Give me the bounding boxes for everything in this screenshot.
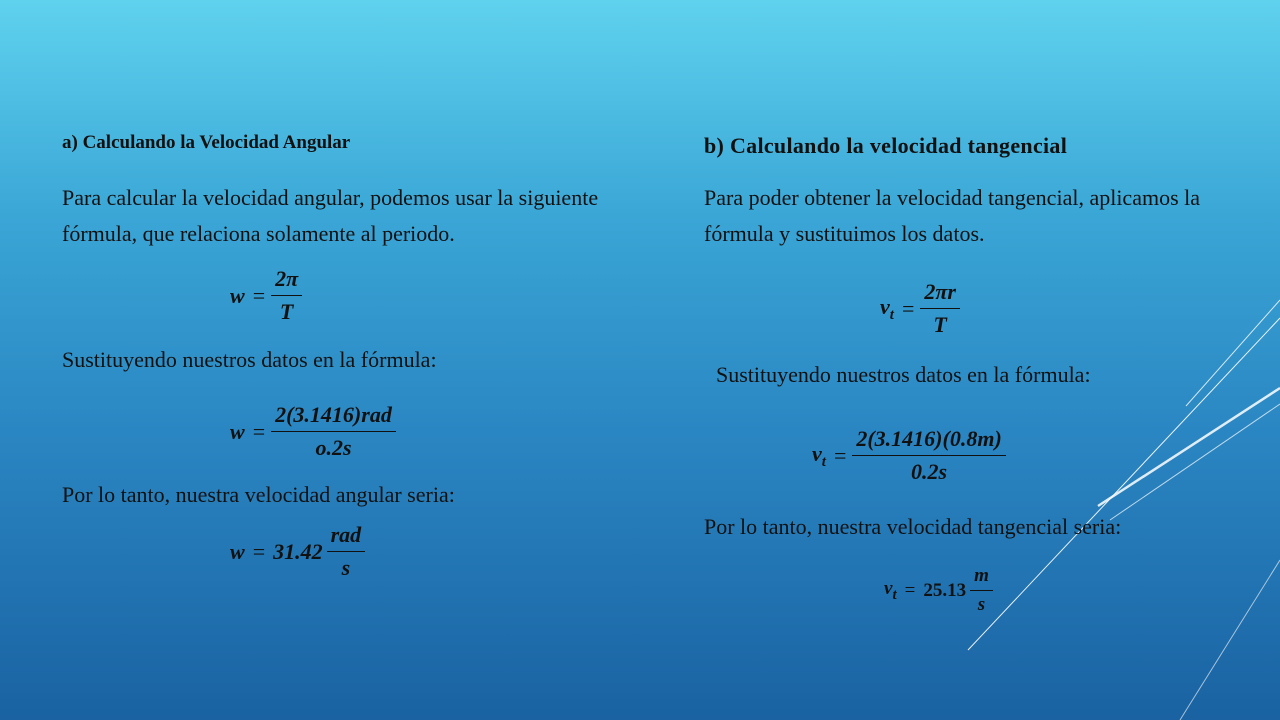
- fraction-numerator: 2(3.1416)rad: [275, 402, 392, 427]
- fraction-numerator: 2(3.1416)(0.8m): [856, 426, 1002, 451]
- equals-sign: =: [833, 442, 847, 468]
- fraction-numerator: rad: [330, 522, 362, 547]
- equals-sign: =: [252, 538, 266, 564]
- fraction-denominator: s: [970, 590, 993, 616]
- left-intro: Para calcular la velocidad angular, podemos usar la siguiente fórmula, que relaciona solamente al periodo.: [62, 185, 599, 246]
- left-formula-1: [230, 266, 300, 325]
- fraction: [273, 266, 300, 325]
- left-result-formula: [230, 522, 363, 581]
- equals-sign: =: [904, 579, 916, 601]
- fraction-denominator: T: [271, 295, 302, 325]
- right-heading: b) Calculando la velocidad tangencial: [704, 133, 1068, 158]
- right-substitution-text: Sustituyendo nuestros datos en la fórmula:: [716, 362, 1091, 387]
- result-value: 31.42: [273, 538, 323, 564]
- fraction: [273, 402, 394, 461]
- equals-sign: =: [252, 282, 266, 308]
- right-formula-1: [880, 279, 958, 338]
- right-result-formula: [884, 565, 991, 616]
- fraction-denominator: T: [920, 308, 960, 338]
- formula-lhs: w: [230, 282, 245, 308]
- right-formula-2: [812, 426, 1004, 485]
- fraction-denominator: s: [327, 551, 366, 581]
- right-intro: Para poder obtener la velocidad tangencial, aplicamos la fórmula y sustituimos los datos.: [704, 185, 1201, 246]
- equals-sign: =: [901, 295, 915, 321]
- result-value: 25.13: [923, 579, 967, 601]
- fraction: [972, 565, 991, 616]
- left-result-text: Por lo tanto, nuestra velocidad angular seria:: [62, 482, 455, 507]
- formula-lhs: $v_t$: [880, 293, 894, 323]
- formula-lhs: w: [230, 538, 245, 564]
- fraction-numerator: 2πr: [924, 279, 956, 304]
- fraction-numerator: m: [974, 565, 989, 586]
- left-heading: a) Calculando la Velocidad Angular: [62, 132, 351, 153]
- fraction: [922, 279, 958, 338]
- fraction-denominator: 0.2s: [852, 455, 1005, 485]
- equals-sign: =: [252, 418, 266, 444]
- fraction-numerator: 2π: [275, 266, 299, 291]
- formula-lhs: $v_t$: [812, 440, 826, 470]
- fraction: [329, 522, 364, 581]
- right-result-text: Por lo tanto, nuestra velocidad tangencial seria:: [704, 514, 1122, 539]
- formula-lhs: w: [230, 418, 245, 444]
- fraction-denominator: o.2s: [271, 431, 396, 461]
- left-formula-2: [230, 402, 394, 461]
- left-substitution-text: Sustituyendo nuestros datos en la fórmula:: [62, 347, 437, 372]
- fraction: [854, 426, 1003, 485]
- formula-lhs: $v_t$: [884, 577, 897, 603]
